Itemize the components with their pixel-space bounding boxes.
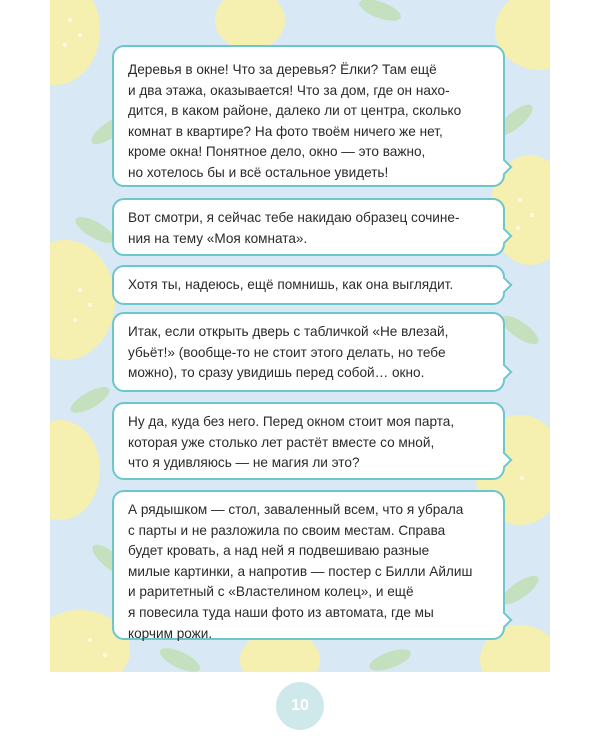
message-bubble-1 [112,45,505,187]
text-line: корчим рожи. [128,625,213,641]
text-line: Итак, если открыть дверь с табличкой «Не влезай, [128,324,449,339]
text-line: Ну да, куда без него. Перед окном стоит моя парта, [128,414,455,429]
text-line: дится, в каком районе, далеко ли от центра, сколько [128,103,462,119]
text-line: можно), то сразу увидишь перед собой… окно. [128,365,425,381]
text-line: будет кровать, а над ней я подвешиваю разные [128,543,430,559]
text-line: но хотелось бы и всё остальное увидеть! [128,164,389,180]
message-bubble-5 [112,402,505,480]
text-line: Хотя ты, надеюсь, ещё помнишь, как она выглядит. [128,277,454,292]
text-line: Вот смотри, я сейчас тебе накидаю образец сочине- [128,210,460,225]
text-line: и раритетный с «Властелином колец», и ещё [128,584,414,600]
text-line: что я удивляюсь — не магия ли это? [128,455,360,471]
message-bubble-2 [112,198,505,256]
message-bubble-6 [112,490,505,640]
text-line: я повесила туда наши фото из автомата, где мы [128,604,434,620]
text-line: убьёт!» (вообще-то не стоит этого делать, но тебе [128,344,446,360]
text-line: Деревья в окне! Что за деревья? Ёлки? Там ещё [128,62,437,77]
text-line: с парты и не разложила по своим местам. Справа [128,522,446,538]
page-number-badge: 10 [276,682,324,730]
message-bubble-3 [112,265,505,305]
text-line: А рядышком — стол, заваленный всем, что я убрала [128,502,464,517]
text-line: которая уже столько лет растёт вместе со мной, [128,434,435,450]
text-line: милые картинки, а напротив — постер с Билли Айлиш [128,563,473,579]
text-line: комнат в квартире? На фото твоём ничего же нет, [128,123,443,139]
text-line: кроме окна! Понятное дело, окно — это важно, [128,144,426,160]
text-line: и два этажа, оказывается! Что за дом, где он нахо- [128,82,450,98]
message-bubble-4 [112,312,505,392]
text-line: ния на тему «Моя комната». [128,230,308,246]
